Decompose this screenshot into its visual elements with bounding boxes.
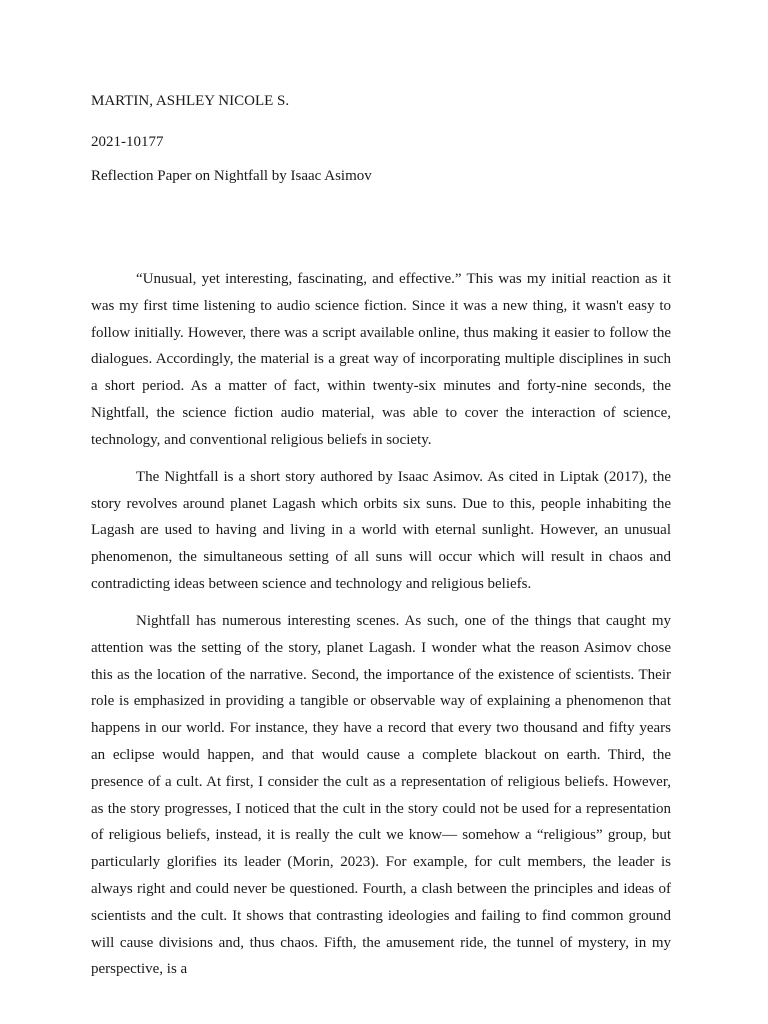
author-name: MARTIN, ASHLEY NICOLE S. [91, 93, 290, 109]
paragraph-3: Nightfall has numerous interesting scenes. As such, one of the things that caught my attention was the setting of the story, planet Lagash. I wonder what the reason Asimov chose this as the location of the narrative. Second, the importance of the existence of scientists. Their role is emphasized in providing a tangible or observable way of explaining a phenomenon that happens in our world. For instance, they have a record that every two thousand and fifty years an eclipse would happen, and that would cause a complete blackout on earth. Third, the presence of a cult. At first, I consider the cult as a representation of religious beliefs. However, as the story progresses, I noticed that the cult in the story could not be used for a representation of religious beliefs, instead, it is really the cult we know— somehow a “religious” group, but particularly glorifies its leader (Morin, 2023). For example, for cult members, the leader is always right and could never be questioned. Fourth, a clash between the principles and ideas of scientists and the cult. It shows that contrasting ideologies and failing to find common ground will cause divisions and, thus chaos. Fifth, the amusement ride, the tunnel of mystery, in my perspective, is a [91, 612, 671, 978]
paper-title: Reflection Paper on Nightfall by Isaac Asimov [91, 168, 372, 184]
document-body [91, 266, 671, 993]
paragraph-2: The Nightfall is a short story authored by Isaac Asimov. As cited in Liptak (2017), the story revolves around planet Lagash which orbits six suns. Due to this, people inhabiting the Lagash are used to having and living in a world with eternal sunlight. However, an unusual phenomenon, the simultaneous setting of all suns will occur which will result in chaos and contradicting ideas between science and technology and religious beliefs. [91, 468, 671, 592]
paragraph-1: “Unusual, yet interesting, fascinating, and effective.” This was my initial reaction as it was my first time listening to audio science fiction. Since it was a new thing, it wasn't easy to follow initially. However, there was a script available online, thus making it easier to follow the dialogues. Accordingly, the material is a great way of incorporating multiple disciplines in such a short period. As a matter of fact, within twenty-six minutes and forty-nine seconds, the Nightfall, the science fiction audio material, was able to cover the interaction of science, technology, and conventional religious beliefs in society. [91, 271, 671, 448]
student-id: 2021-10177 [91, 134, 164, 150]
